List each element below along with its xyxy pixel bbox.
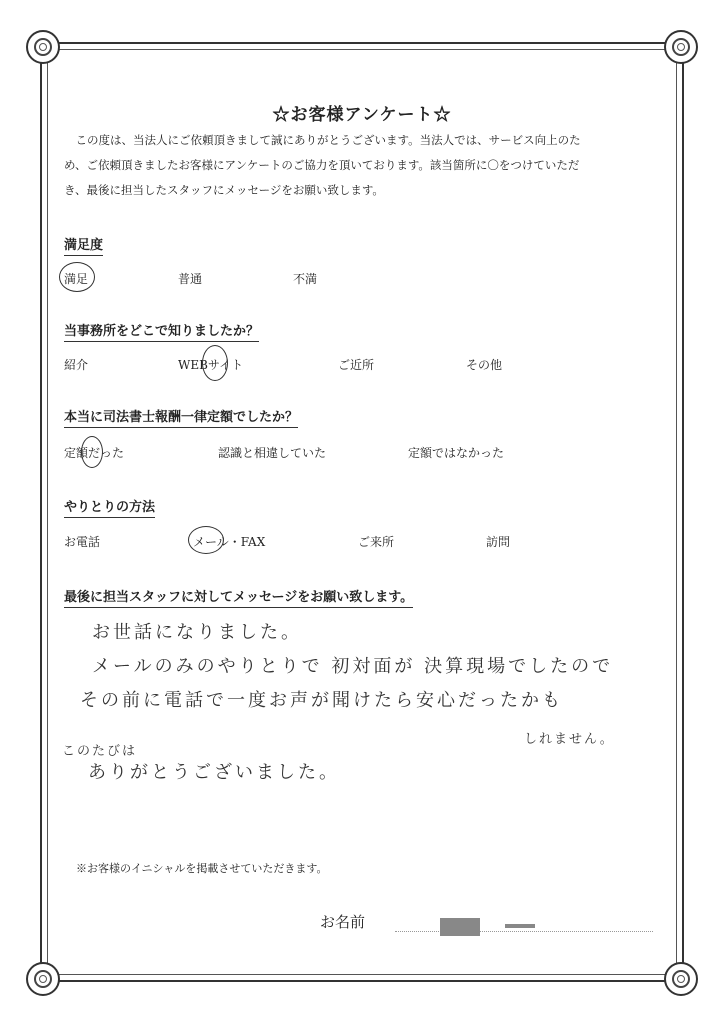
q4-answer-circle (188, 526, 224, 554)
q4-heading: やりとりの方法 (64, 496, 155, 518)
corner-ornament-bottom-right (664, 962, 698, 996)
q3-option-fixed[interactable]: 定額だった (64, 446, 125, 460)
name-label: お名前 (320, 913, 366, 931)
q4-option-visit-office[interactable]: ご来所 (358, 535, 395, 549)
message-line-1: お世話になりました。 (92, 622, 302, 643)
q3-answer-circle (81, 436, 103, 468)
q1-option-dissatisfied[interactable]: 不満 (293, 272, 318, 286)
corner-ornament-top-right (664, 30, 698, 64)
redacted-name-block (440, 918, 480, 936)
message-heading: 最後に担当スタッフに対してメッセージをお願い致します。 (64, 586, 413, 608)
q2-heading: 当事務所をどこで知りましたか？ (64, 320, 259, 342)
q3-option-different[interactable]: 認識と相違していた (218, 446, 327, 460)
q2-option-referral[interactable]: 紹介 (64, 358, 89, 372)
q4-option-mail-fax[interactable]: メール・FAX (193, 535, 266, 549)
q4-option-home-visit[interactable]: 訪問 (486, 535, 511, 549)
message-line-6: ありがとうございました。 (88, 762, 340, 783)
initials-note: ※お客様のイニシャルを掲載させていただきます。 (76, 862, 328, 875)
intro-line-2: め、ご依頼頂きましたお客様にアンケートのご協力を頂いております。該当箇所に〇をつけていただ (64, 158, 580, 172)
message-line-3: その前に電話で一度お声が聞けたら安心だったかも (80, 690, 563, 711)
intro-line-3: き、最後に担当したスタッフにメッセージをお願い致します。 (64, 183, 384, 197)
message-line-5: このたびは (62, 744, 138, 759)
corner-ornament-bottom-left (26, 962, 60, 996)
q1-option-normal[interactable]: 普通 (178, 272, 203, 286)
q2-answer-circle (202, 345, 228, 381)
q3-heading: 本当に司法書士報酬一律定額でしたか？ (64, 406, 298, 428)
intro-text (64, 128, 664, 203)
message-line-2: メールのみのやりとりで 初対面が 決算現場でしたので (92, 656, 614, 677)
intro-line-1: この度は、当法人にご依頼頂きまして誠にありがとうございます。当法人では、サービス向上のた (75, 133, 581, 147)
q3-option-not-fixed[interactable]: 定額ではなかった (408, 446, 505, 460)
name-field-line (395, 931, 653, 932)
q2-option-other[interactable]: その他 (466, 358, 503, 372)
message-line-4: しれません。 (524, 732, 615, 747)
corner-ornament-top-left (26, 30, 60, 64)
q2-option-website[interactable]: WEBサイト (178, 358, 244, 372)
q2-option-neighborhood[interactable]: ご近所 (338, 358, 375, 372)
redacted-name-dash (505, 924, 535, 928)
q1-option-satisfied[interactable]: 満足 (64, 272, 89, 286)
survey-title: ☆お客様アンケート☆ (272, 105, 452, 125)
q4-option-phone[interactable]: お電話 (64, 535, 101, 549)
q1-answer-circle (59, 262, 95, 292)
q1-heading: 満足度 (64, 234, 103, 256)
